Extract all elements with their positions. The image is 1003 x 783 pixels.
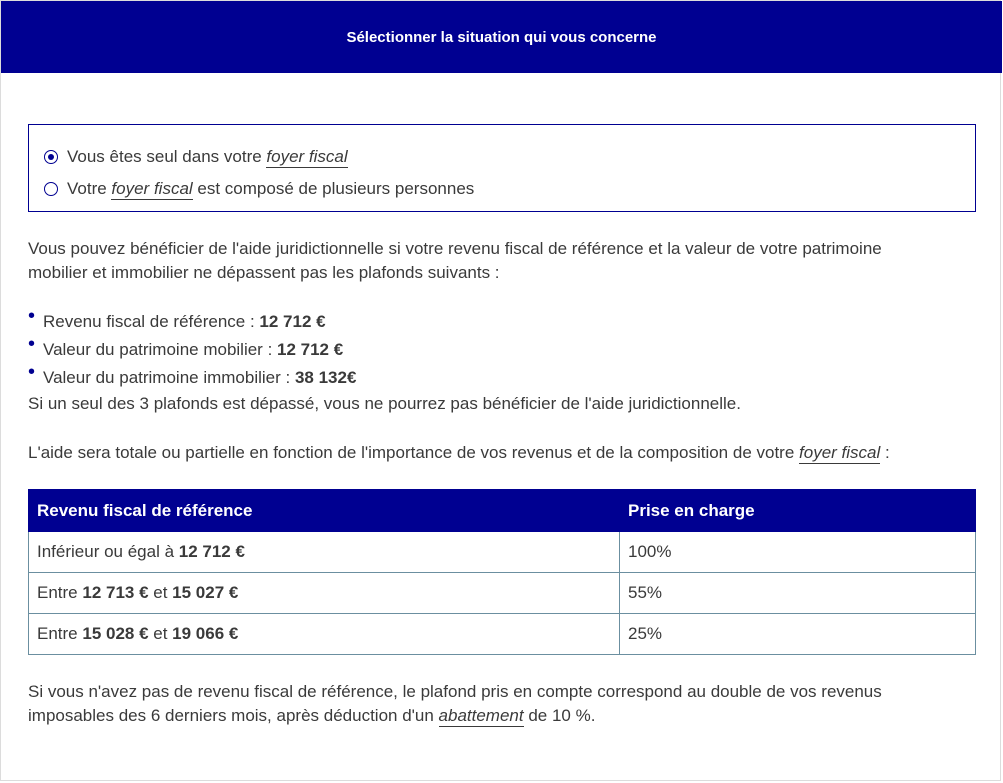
eligibility-intro: Vous pouvez bénéficier de l'aide juridictionnelle si votre revenu fiscal de référence et la valeur de votre patrimoine mobilier et immobilier ne dépassent pas les plafonds suivants : xyxy=(28,239,882,282)
radio-option-single[interactable] xyxy=(44,141,960,173)
column-header-income: Revenu fiscal de référence xyxy=(29,490,620,532)
table-intro: L'aide sera totale ou partielle en fonction de l'importance de vos revenus et de la composition de votre foyer fiscal : xyxy=(28,443,890,462)
list-item: • Valeur du patrimoine immobilier : 38 132€ xyxy=(28,364,976,392)
exceed-note: Si un seul des 3 plafonds est dépassé, vous ne pourrez pas bénéficier de l'aide juridictionnelle. xyxy=(28,394,741,413)
main-content xyxy=(28,124,976,728)
coverage-cell: 25% xyxy=(620,614,976,655)
foyer-fiscal-term-link[interactable]: foyer fiscal xyxy=(111,179,193,198)
coverage-cell: 100% xyxy=(620,532,976,573)
radio-option-label: Vous êtes seul dans votre foyer fiscal xyxy=(67,147,348,166)
income-cell: Entre 12 713 € et 15 027 € xyxy=(29,573,620,614)
bullet-icon: • xyxy=(28,333,36,355)
income-coverage-table xyxy=(28,489,976,655)
table-row xyxy=(29,614,976,655)
list-item: • Revenu fiscal de référence : 12 712 € xyxy=(28,308,976,336)
column-header-coverage: Prise en charge xyxy=(620,490,976,532)
table-header-row xyxy=(29,490,976,532)
radio-option-multiple[interactable] xyxy=(44,173,960,205)
header-title: Sélectionner la situation qui vous concerne xyxy=(346,28,657,46)
income-cell: Entre 15 028 € et 19 066 € xyxy=(29,614,620,655)
radio-option-label: Votre foyer fiscal est composé de plusieurs personnes xyxy=(67,179,475,198)
foyer-fiscal-term-link[interactable]: foyer fiscal xyxy=(799,443,881,462)
situation-radio-group xyxy=(28,124,976,212)
limits-list xyxy=(28,305,976,392)
table-row xyxy=(29,532,976,573)
header-banner xyxy=(1,1,1002,73)
coverage-cell: 55% xyxy=(620,573,976,614)
bullet-icon: • xyxy=(28,361,36,383)
foyer-fiscal-term-link[interactable]: foyer fiscal xyxy=(266,147,348,166)
radio-button-unchecked-icon[interactable] xyxy=(44,182,58,196)
abattement-term-link[interactable]: abattement xyxy=(438,706,524,725)
no-income-note: Si vous n'avez pas de revenu fiscal de référence, le plafond pris en compte correspond au double de vos revenus imposables des 6 derniers mois, après déduction d'un abattement de 10 %. xyxy=(28,682,882,725)
bullet-icon: • xyxy=(28,305,36,327)
radio-button-checked-icon[interactable] xyxy=(44,150,58,164)
list-item: • Valeur du patrimoine mobilier : 12 712 € xyxy=(28,336,976,364)
income-cell: Inférieur ou égal à 12 712 € xyxy=(29,532,620,573)
table-row xyxy=(29,573,976,614)
